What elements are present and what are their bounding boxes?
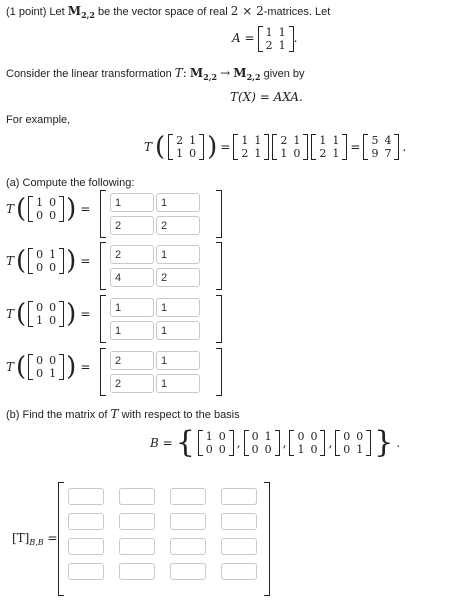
a-definition: A = 1 1 2 1 . [232,26,298,52]
answer-input[interactable]: 1 [156,298,200,317]
matrix-entry-input[interactable] [68,488,104,505]
part-a-row-1: T ( 1 0 0 0 ) = [6,194,91,224]
example-label: For example, [6,114,71,126]
answer-bracket-left [100,190,106,238]
matrix-entry-input[interactable] [170,563,206,580]
answer-input[interactable]: 2 [156,268,200,287]
intro-middle: be the vector space of real [98,6,228,18]
answer-input[interactable]: 2 [156,216,200,235]
matrix-entry-input[interactable] [68,563,104,580]
matrix-entry-input[interactable] [221,513,257,530]
answer-bracket-right [216,348,222,396]
answer-bracket-left [58,482,64,596]
intro-prefix: (1 point) Let [6,6,65,18]
answer-input[interactable]: 1 [156,245,200,264]
matrix-entry-input[interactable] [119,538,155,555]
answer-bracket-left [100,348,106,396]
matrix-entry-input[interactable] [119,513,155,530]
part-a-label: (a) Compute the following: [6,177,135,189]
part-a-row-3: T ( 0 0 1 0 ) = [6,299,91,329]
matrix-entry-input[interactable] [68,538,104,555]
a-matrix: 1 1 2 1 [258,26,294,52]
answer-input[interactable]: 1 [110,193,154,212]
answer-input[interactable]: 1 [156,374,200,393]
part-a-row-2: T ( 0 1 0 0 ) = [6,246,91,276]
answer-input[interactable]: 4 [110,268,154,287]
answer-bracket-left [100,295,106,343]
matrix-entry-input[interactable] [170,488,206,505]
answer-lhs: $[T]_{B,B}$ = [12,531,58,547]
matrix-entry-input[interactable] [170,513,206,530]
example-equation: T ( 2 1 1 0 ) = 1 1 2 1 2 1 1 0 1 1 2 1 = 5 4 9 7 . [144,132,407,162]
matrix-entry-input[interactable] [119,563,155,580]
basis-definition: B = { 1 0 0 0 , 0 1 0 0 , 0 0 1 0 , 0 0 0 1 } . [150,425,401,460]
matrix-entry-input[interactable] [221,488,257,505]
answer-input[interactable]: 1 [110,298,154,317]
answer-input[interactable]: 2 [110,374,154,393]
matrix-entry-input[interactable] [170,538,206,555]
a-lhs: A = [232,30,255,45]
answer-input[interactable]: 2 [110,245,154,264]
answer-input[interactable]: 1 [156,321,200,340]
answer-bracket-right [216,242,222,290]
intro-suffix: -matrices. Let [263,6,331,18]
transform-prefix: Consider the linear transformation [6,68,172,80]
space-symbol: $M_{2,2}$ [67,4,95,20]
formula: T(X) = AXA. [230,90,303,104]
answer-input[interactable]: 1 [156,351,200,370]
answer-bracket-left [100,242,106,290]
matrix-entry-input[interactable] [221,563,257,580]
answer-input[interactable]: 1 [156,193,200,212]
part-a-row-4: T ( 0 0 0 1 ) = [6,352,91,382]
answer-bracket-right [264,482,270,596]
answer-input[interactable]: 1 [110,321,154,340]
matrix-entry-input[interactable] [68,513,104,530]
matrix-entry-input[interactable] [221,538,257,555]
transform-line: Consider the linear transformation T: $M_{2,2} \to M_{2,2}$ given by [6,66,305,82]
part-b-label: (b) Find the matrix of T with respect to the basis [6,407,240,421]
matrix-entry-input[interactable] [119,488,155,505]
transform-suffix: given by [263,68,305,80]
intro-line [6,4,330,20]
answer-bracket-right [216,295,222,343]
answer-input[interactable]: 2 [110,351,154,370]
dims-text: 2 × 2 [230,4,264,18]
answer-bracket-right [216,190,222,238]
answer-input[interactable]: 2 [110,216,154,235]
